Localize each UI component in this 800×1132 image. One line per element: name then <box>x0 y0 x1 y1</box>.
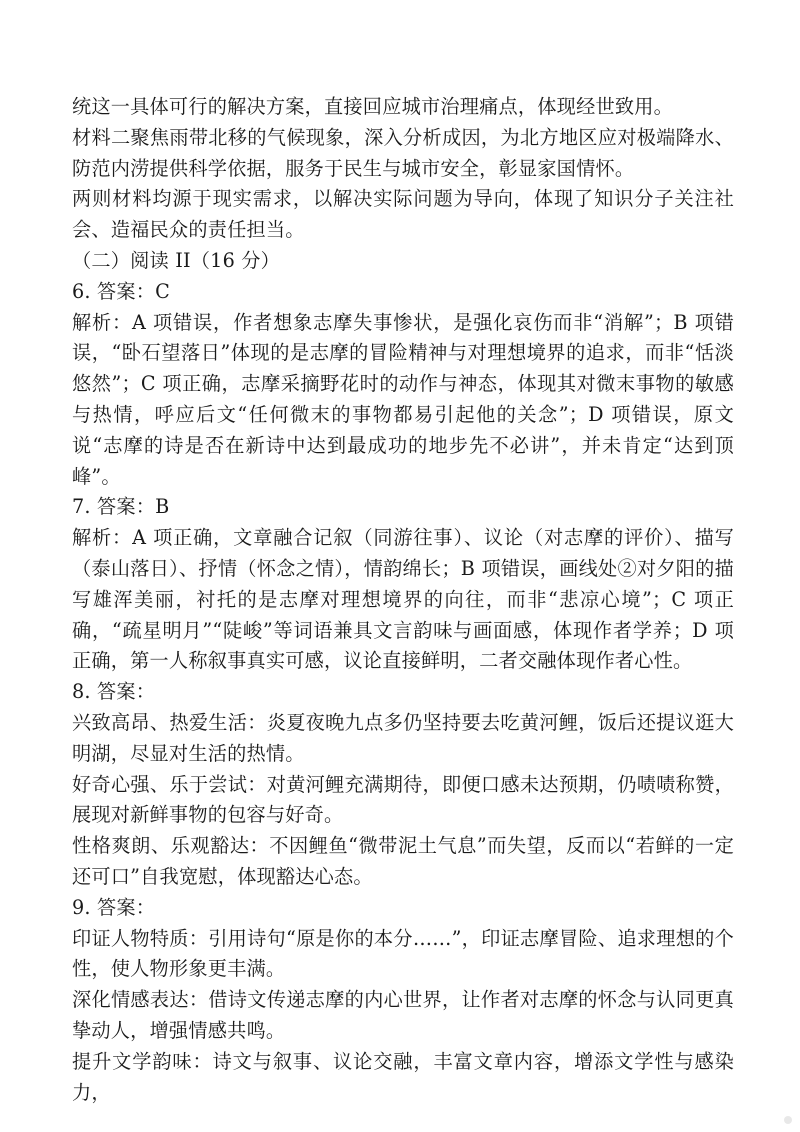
answer-8-point-3: 性格爽朗、乐观豁达：不因鲤鱼“微带泥土气息”而失望，反而以“若鲜的一定还可口”自我宽慰，体现豁达心态。 <box>72 834 734 888</box>
paragraph-material-two: 材料二聚焦雨带北移的气候现象，深入分析成因，为北方地区应对极端降水、防范内涝提供科学依据，服务于民生与城市安全，彰显家国情怀。 <box>72 125 734 180</box>
paragraph-summary: 两则材料均源于现实需求，以解决实际问题为导向，体现了知识分子关注社会、造福民众的责任担当。 <box>72 187 734 242</box>
answer-9-point-2: 深化情感表达：借诗文传递志摩的内心世界，让作者对志摩的怀念与认同更真挚动人，增强情感共鸣。 <box>72 988 734 1042</box>
section-heading: （二）阅读 II（16 分） <box>72 248 281 272</box>
answer-6: 6. 答案：C <box>72 279 171 303</box>
answer-8: 8. 答案： <box>72 680 156 704</box>
answer-7: 7. 答案：B <box>72 495 170 519</box>
answer-8-point-1: 兴致高昂、热爱生活：炎夏夜晚九点多仍坚持要去吃黄河鲤，饭后还提议逛大明湖，尽显对生活的热情。 <box>72 710 734 765</box>
answer-9-point-1: 印证人物特质：引用诗句“原是你的本分……”，印证志摩冒险、追求理想的个性，使人物形象更丰满。 <box>72 926 734 981</box>
paragraph-continuation: 统这一具体可行的解决方案，直接回应城市治理痛点，体现经世致用。 <box>72 95 674 118</box>
answer-8-point-2: 好奇心强、乐于尝试：对黄河鲤充满期待，即便口感未达预期，仍啧啧称赞，展现对新鲜事物的包容与好奇。 <box>72 772 734 827</box>
answer-9: 9. 答案： <box>72 895 156 919</box>
analysis-7: 解析：A 项正确，文章融合记叙（同游往事）、议论（对志摩的评价）、描写（泰山落日）、抒情（怀念之情），情韵绵长；B 项错误，画线处②对夕阳的描写雄浑美丽，衬托的是志摩对理想境界的向往，而非“悲凉心境”；C 项正确，“疏星明月”“陡峻”等词语兼具文言韵味与画面感，体现作者学养；D 项正确，第一人称叙事真实可感，议论直接鲜明，二者交融体现作者心性。 <box>72 526 734 673</box>
corner-dot-mark <box>784 1116 792 1124</box>
analysis-6: 解析：A 项错误，作者想象志摩失事惨状，是强化哀伤而非“消解”；B 项错误，“卧石望落日”体现的是志摩的冒险精神与对理想境界的追求，而非“恬淡悠然”；C 项正确，志摩采摘野花时的动作与神态，体现其对微末事物的敏感与热情，呼应后文“任何微末的事物都易引起他的关念”；D 项错误，原文说“志摩的诗是否在新诗中达到最成功的地步先不必讲”，并未肯定“达到顶峰”。 <box>72 310 734 488</box>
answer-9-point-3: 提升文学韵味：诗文与叙事、议论交融，丰富文章内容，增添文学性与感染力， <box>72 1049 734 1104</box>
document-page <box>72 92 734 1108</box>
